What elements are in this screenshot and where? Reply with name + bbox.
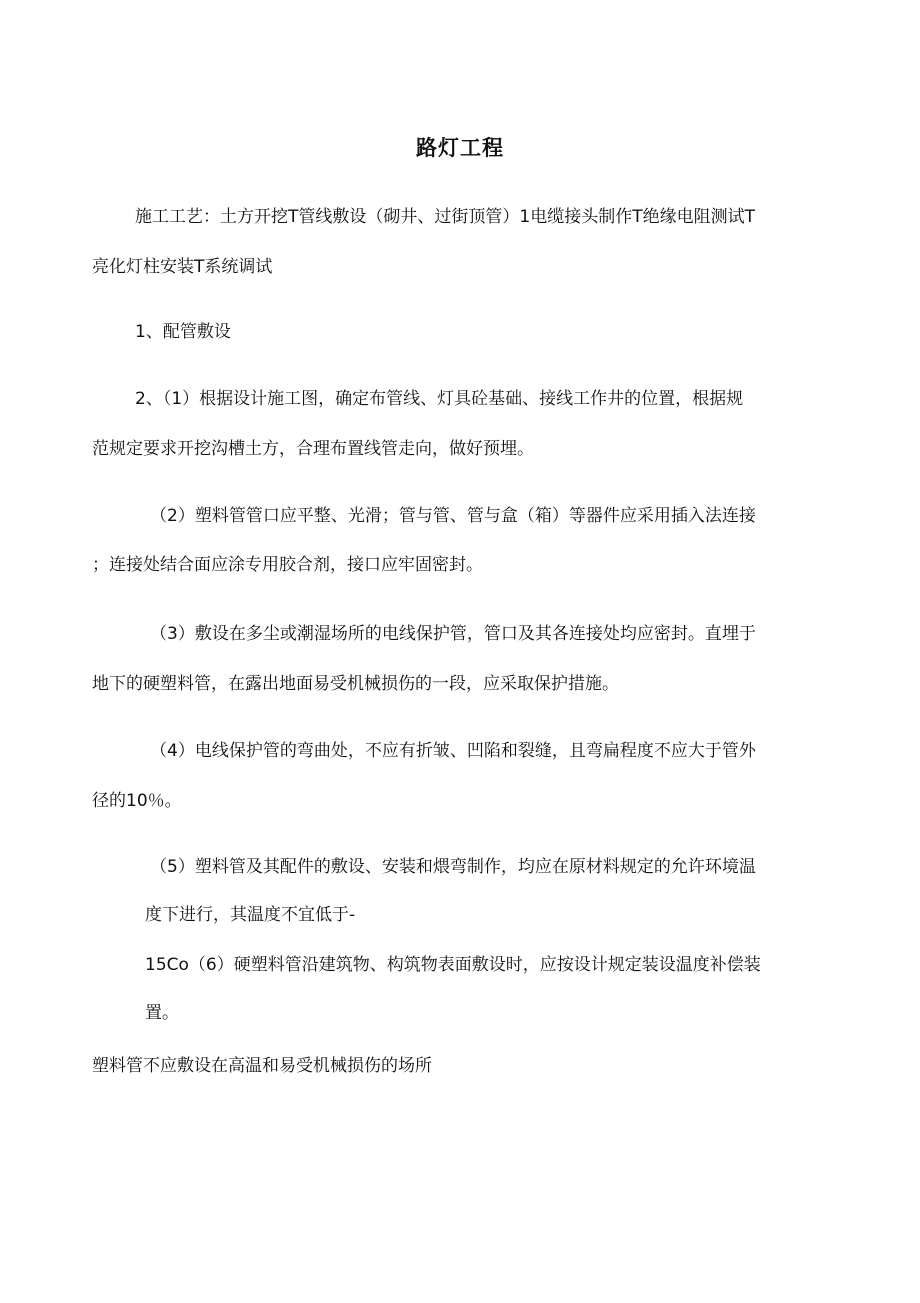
item-2-line-1: （2）塑料管管口应平整、光滑；管与管、管与盒（箱）等器件应采用插入法连接 xyxy=(150,506,756,526)
process-line-1: 施工工艺：土方开挖T管线敷设（砌井、过街顶管）1电缆接头制作T绝缘电阻测试T xyxy=(135,207,755,227)
item-6-line-2: 置。 xyxy=(145,1003,179,1023)
item-3-line-2: 地下的硬塑料管，在露出地面易受机械损伤的一段，应采取保护措施。 xyxy=(92,674,619,694)
section-heading-1: 1、配管敷设 xyxy=(135,322,231,342)
item-3-line-1: （3）敷设在多尘或潮湿场所的电线保护管，管口及其各连接处均应密封。直埋于 xyxy=(150,624,756,644)
item-5-line-2: 度下进行，其温度不宜低于- xyxy=(145,905,356,925)
item-1-line-1: 2、（1）根据设计施工图，确定布管线、灯具砼基础、接线工作井的位置，根据规 xyxy=(135,389,744,409)
page-title: 路灯工程 xyxy=(416,136,504,160)
item-1-line-2: 范规定要求开挖沟槽土方，合理布置线管走向，做好预埋。 xyxy=(92,439,534,459)
item-7-line-1: 塑料管不应敷设在高温和易受机械损伤的场所 xyxy=(92,1056,432,1076)
item-4-line-2: 径的10％。 xyxy=(92,791,182,811)
item-2-line-2: ；连接处结合面应涂专用胶合剂，接口应牢固密封。 xyxy=(92,555,483,575)
item-4-line-1: （4）电线保护管的弯曲处，不应有折皱、凹陷和裂缝，且弯扁程度不应大于管外 xyxy=(150,741,756,761)
item-6-line-1: 15Co（6）硬塑料管沿建筑物、构筑物表面敷设时，应按设计规定装设温度补偿装 xyxy=(145,955,761,975)
item-5-line-1: （5）塑料管及其配件的敷设、安装和煨弯制作，均应在原材料规定的允许环境温 xyxy=(150,857,756,877)
process-line-2: 亮化灯柱安装T系统调试 xyxy=(92,257,273,277)
